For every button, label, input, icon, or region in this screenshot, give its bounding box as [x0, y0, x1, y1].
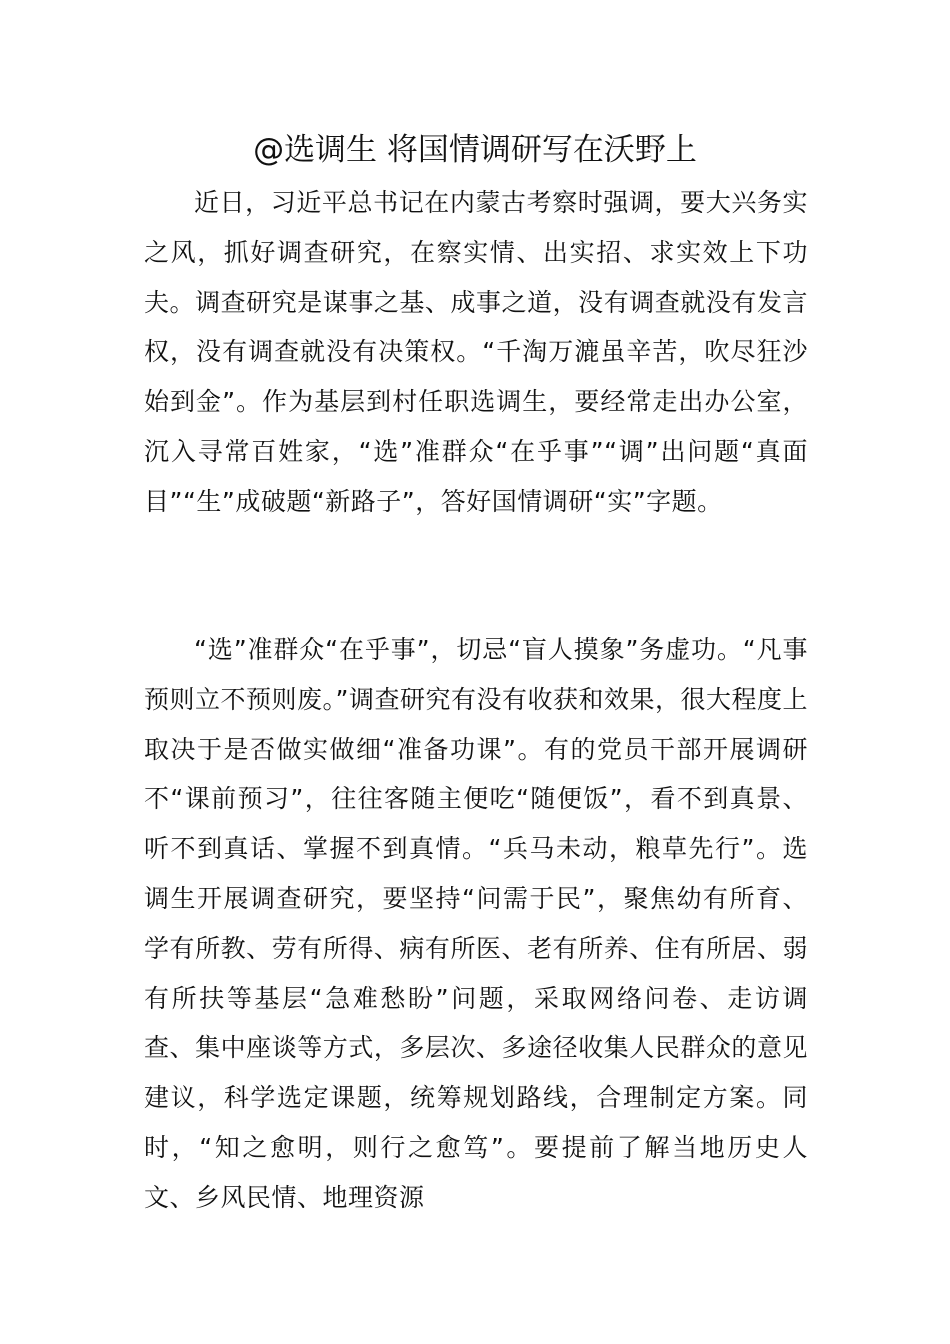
article-title: @选调生 将国情调研写在沃野上	[253, 132, 697, 168]
paragraph-section-1: “选”准群众“在乎事”，切忌“盲人摸象”务虚功。“凡事预则立不预则废。”调查研究有没有收获和效果，很大程度上取决于是否做实做细“准备功课”。有的党员干部开展调研不“课前预习”，往往客随主便吃“随便饭”，看不到真景、听不到真话、掌握不到真情。“兵马未动，粮草先行”。选调生开展调查研究，要坚持“问需于民”，聚焦幼有所育、学有所教、劳有所得、病有所医、老有所养、住有所居、弱有所扶等基层“急难愁盼”问题，采取网络问卷、走访调查、集中座谈等方式，多层次、多途径收集人民群众的意见建议，科学选定课题，统筹规划路线，合理制定方案。同时，“知之愈明，则行之愈笃”。要提前了解当地历史人文、乡风民情、地理资源	[144, 635, 808, 1212]
paragraph-intro: 近日，习近平总书记在内蒙古考察时强调，要大兴务实之风，抓好调查研究，在察实情、出实招、求实效上下功夫。调查研究是谋事之基、成事之道，没有调查就没有发言权，没有调查就没有决策权。“千淘万漉虽辛苦，吹尽狂沙始到金”。作为基层到村任职选调生，要经常走出办公室，沉入寻常百姓家，“选”准群众“在乎事”“调”出问题“真面目”“生”成破题“新路子”，答好国情调研“实”字题。	[144, 188, 808, 516]
